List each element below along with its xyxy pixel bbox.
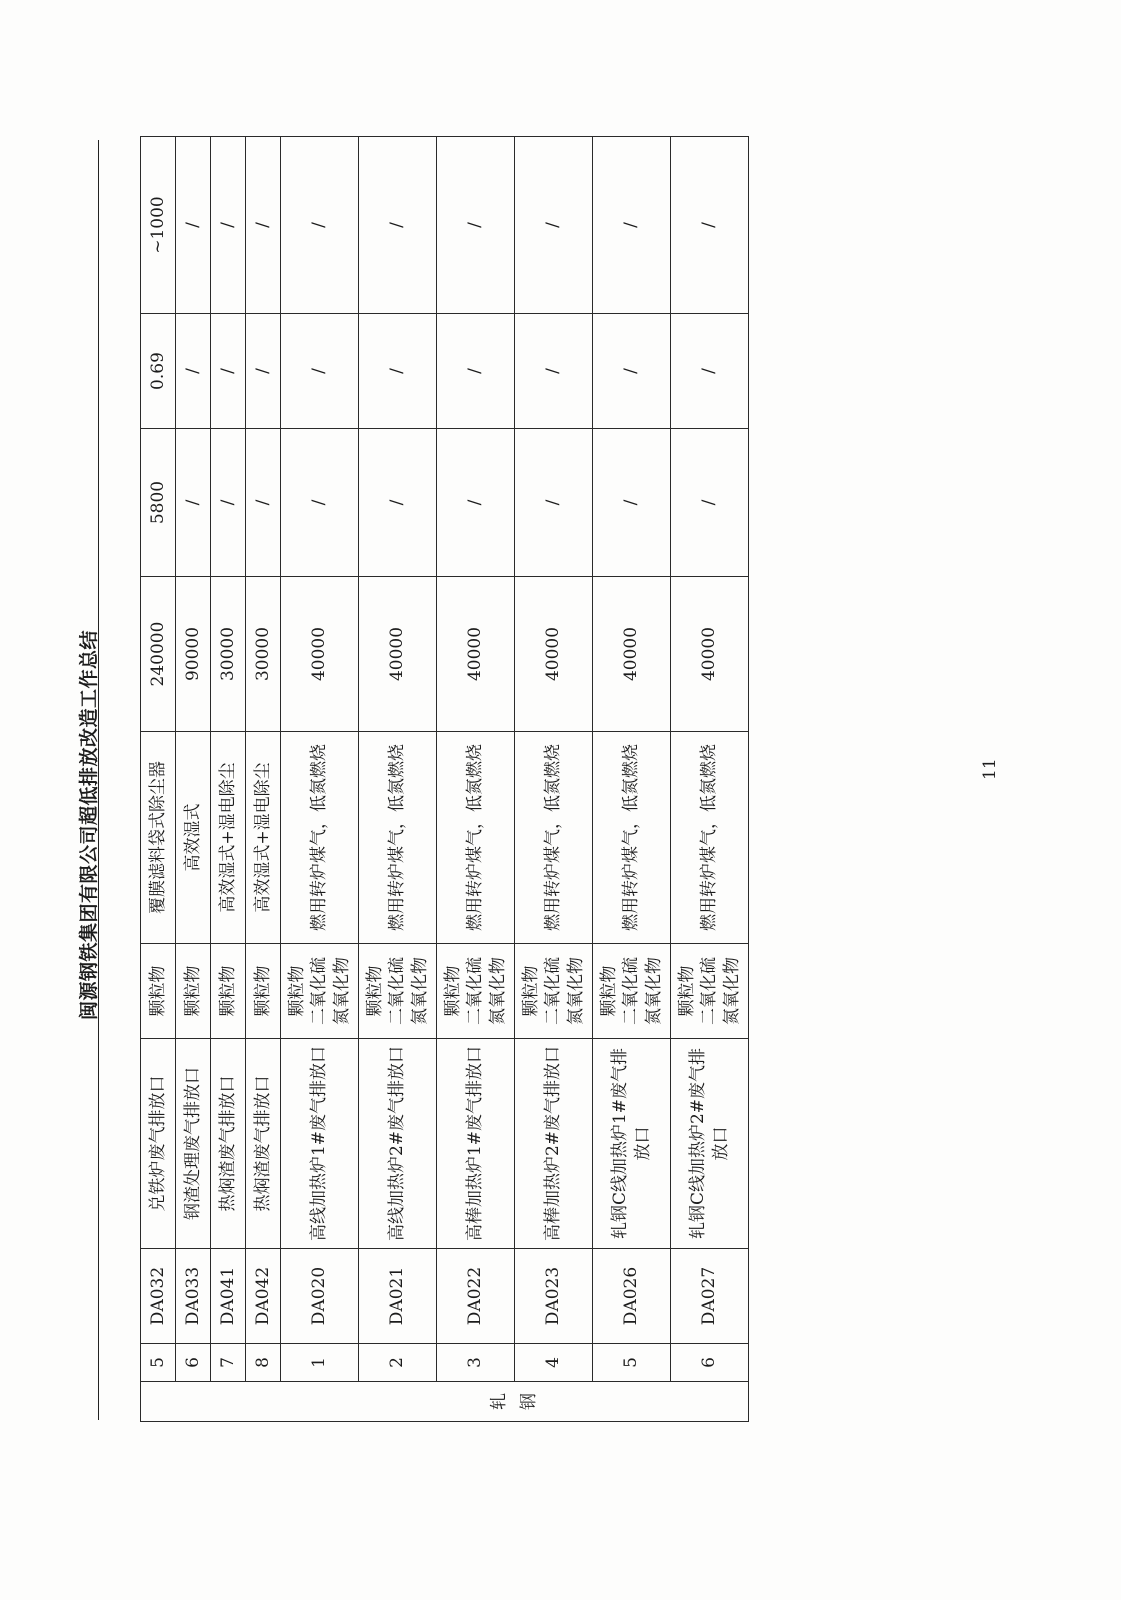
pollutant-item: 氮氧化物 <box>331 957 352 1025</box>
value-cell-2: 0.69 <box>141 314 176 429</box>
value-cell-1: / <box>246 429 281 577</box>
table-row <box>359 137 437 1422</box>
outlet-code-cell: DA041 <box>211 1249 246 1344</box>
category-cell-previous <box>141 1382 281 1422</box>
category-label-char: 轧 <box>488 1393 509 1410</box>
pollutant-item: 颗粒物 <box>182 965 203 1017</box>
row-number-cell: 3 <box>437 1344 515 1382</box>
treatment-cell: 覆膜滤料袋式除尘器 <box>141 732 176 944</box>
value-cell-3: / <box>593 137 671 314</box>
value-cell-3: / <box>281 137 359 314</box>
outlet-name-cell: 高线加热炉2#废气排放口 <box>359 1039 437 1249</box>
table-row <box>281 137 359 1422</box>
outlet-code-cell: DA027 <box>671 1249 749 1344</box>
pollutant-item: 氮氧化物 <box>643 957 664 1025</box>
table-row <box>176 137 211 1422</box>
value-cell-2: / <box>437 314 515 429</box>
outlet-name-cell: 高线加热炉1#废气排放口 <box>281 1039 359 1249</box>
value-cell-1: / <box>515 429 593 577</box>
pollutant-item: 颗粒物 <box>252 965 273 1017</box>
row-number-cell: 5 <box>593 1344 671 1382</box>
pollutants-cell <box>359 944 437 1039</box>
treatment-cell: 燃用转炉煤气，低氮燃烧 <box>515 732 593 944</box>
pollutant-item: 氮氧化物 <box>565 957 586 1025</box>
value-cell-3: / <box>246 137 281 314</box>
air-volume-cell: 30000 <box>246 577 281 732</box>
outlet-code-cell: DA032 <box>141 1249 176 1344</box>
treatment-cell: 燃用转炉煤气，低氮燃烧 <box>281 732 359 944</box>
value-cell-3: / <box>359 137 437 314</box>
row-number-cell: 6 <box>176 1344 211 1382</box>
pollutant-item: 氮氧化物 <box>721 957 742 1025</box>
table-row <box>437 137 515 1422</box>
outlet-code-cell: DA023 <box>515 1249 593 1344</box>
value-cell-1: / <box>593 429 671 577</box>
pollutant-item: 颗粒物 <box>217 965 238 1017</box>
outlet-name-cell: 热焖渣废气排放口 <box>211 1039 246 1249</box>
air-volume-cell: 40000 <box>515 577 593 732</box>
treatment-cell: 燃用转炉煤气，低氮燃烧 <box>437 732 515 944</box>
outlet-code-cell: DA026 <box>593 1249 671 1344</box>
treatment-cell: 燃用转炉煤气，低氮燃烧 <box>359 732 437 944</box>
row-number-cell: 1 <box>281 1344 359 1382</box>
row-number-cell: 2 <box>359 1344 437 1382</box>
value-cell-2: / <box>176 314 211 429</box>
air-volume-cell: 90000 <box>176 577 211 732</box>
category-label-char: 钢 <box>519 1393 540 1410</box>
row-number-cell: 4 <box>515 1344 593 1382</box>
treatment-cell: 高效湿式+湿电除尘 <box>246 732 281 944</box>
pollutant-item: 颗粒物 <box>147 965 168 1017</box>
pollutant-item: 颗粒物 <box>286 965 307 1017</box>
outlet-code-cell: DA033 <box>176 1249 211 1344</box>
value-cell-3: ~1000 <box>141 137 176 314</box>
pollutant-item: 二氧化硫 <box>309 957 330 1025</box>
value-cell-1: / <box>437 429 515 577</box>
value-cell-2: / <box>593 314 671 429</box>
value-cell-2: / <box>246 314 281 429</box>
value-cell-3: / <box>211 137 246 314</box>
treatment-cell: 燃用转炉煤气，低氮燃烧 <box>593 732 671 944</box>
pollutant-item: 二氧化硫 <box>465 957 486 1025</box>
value-cell-1: 5800 <box>141 429 176 577</box>
pollutant-item: 氮氧化物 <box>487 957 508 1025</box>
pollutant-item: 二氧化硫 <box>621 957 642 1025</box>
page-number: 11 <box>980 758 1000 780</box>
pollutants-cell <box>593 944 671 1039</box>
air-volume-cell: 40000 <box>671 577 749 732</box>
row-number-cell: 5 <box>141 1344 176 1382</box>
value-cell-1: / <box>359 429 437 577</box>
outlet-name-cell: 热焖渣废气排放口 <box>246 1039 281 1249</box>
outlet-name-cell: 高棒加热炉2#废气排放口 <box>515 1039 593 1249</box>
category-cell-rolling <box>281 1382 749 1422</box>
value-cell-1: / <box>281 429 359 577</box>
treatment-cell: 高效湿式+湿电除尘 <box>211 732 246 944</box>
table-row <box>515 137 593 1422</box>
treatment-cell: 高效湿式 <box>176 732 211 944</box>
row-number-cell: 6 <box>671 1344 749 1382</box>
pollutant-item: 颗粒物 <box>598 965 619 1017</box>
value-cell-3: / <box>176 137 211 314</box>
pollutants-cell <box>176 944 211 1039</box>
outlet-name-cell: 兑铁炉废气排放口 <box>141 1039 176 1249</box>
table-row <box>211 137 246 1422</box>
treatment-cell: 燃用转炉煤气，低氮燃烧 <box>671 732 749 944</box>
outlet-code-cell: DA022 <box>437 1249 515 1344</box>
pollutant-item: 颗粒物 <box>364 965 385 1017</box>
air-volume-cell: 30000 <box>211 577 246 732</box>
value-cell-1: / <box>211 429 246 577</box>
pollutant-item: 颗粒物 <box>676 965 697 1017</box>
pollutants-cell <box>211 944 246 1039</box>
outlet-name-cell: 钢渣处理废气排放口 <box>176 1039 211 1249</box>
outlet-code-cell: DA042 <box>246 1249 281 1344</box>
value-cell-2: / <box>281 314 359 429</box>
value-cell-3: / <box>515 137 593 314</box>
air-volume-cell: 40000 <box>281 577 359 732</box>
outlet-name-cell: 轧钢C线加热炉1#废气排放口 <box>593 1039 671 1249</box>
page-header-title: 闽源钢铁集团有限公司超低排放改造工作总结 <box>78 629 100 1020</box>
outlet-name-cell: 轧钢C线加热炉2#废气排放口 <box>671 1039 749 1249</box>
value-cell-3: / <box>671 137 749 314</box>
table-row <box>593 137 671 1422</box>
air-volume-cell: 40000 <box>593 577 671 732</box>
table-row <box>141 137 176 1422</box>
pollutant-item: 二氧化硫 <box>699 957 720 1025</box>
pollutant-item: 颗粒物 <box>442 965 463 1017</box>
emission-outlet-table <box>140 136 749 1422</box>
table-row <box>246 137 281 1422</box>
value-cell-2: / <box>671 314 749 429</box>
value-cell-1: / <box>671 429 749 577</box>
pollutants-cell <box>515 944 593 1039</box>
pollutants-cell <box>437 944 515 1039</box>
pollutant-item: 二氧化硫 <box>387 957 408 1025</box>
value-cell-2: / <box>211 314 246 429</box>
value-cell-3: / <box>437 137 515 314</box>
pollutant-item: 颗粒物 <box>520 965 541 1017</box>
pollutants-cell <box>141 944 176 1039</box>
outlet-code-cell: DA020 <box>281 1249 359 1344</box>
pollutant-item: 二氧化硫 <box>543 957 564 1025</box>
outlet-code-cell: DA021 <box>359 1249 437 1344</box>
air-volume-cell: 240000 <box>141 577 176 732</box>
air-volume-cell: 40000 <box>437 577 515 732</box>
row-number-cell: 8 <box>246 1344 281 1382</box>
value-cell-2: / <box>515 314 593 429</box>
value-cell-2: / <box>359 314 437 429</box>
table-row <box>671 137 749 1422</box>
pollutants-cell <box>281 944 359 1039</box>
row-number-cell: 7 <box>211 1344 246 1382</box>
pollutants-cell <box>671 944 749 1039</box>
header-rule <box>98 140 99 1420</box>
pollutant-item: 氮氧化物 <box>409 957 430 1025</box>
pollutants-cell <box>246 944 281 1039</box>
value-cell-1: / <box>176 429 211 577</box>
outlet-name-cell: 高棒加热炉1#废气排放口 <box>437 1039 515 1249</box>
air-volume-cell: 40000 <box>359 577 437 732</box>
